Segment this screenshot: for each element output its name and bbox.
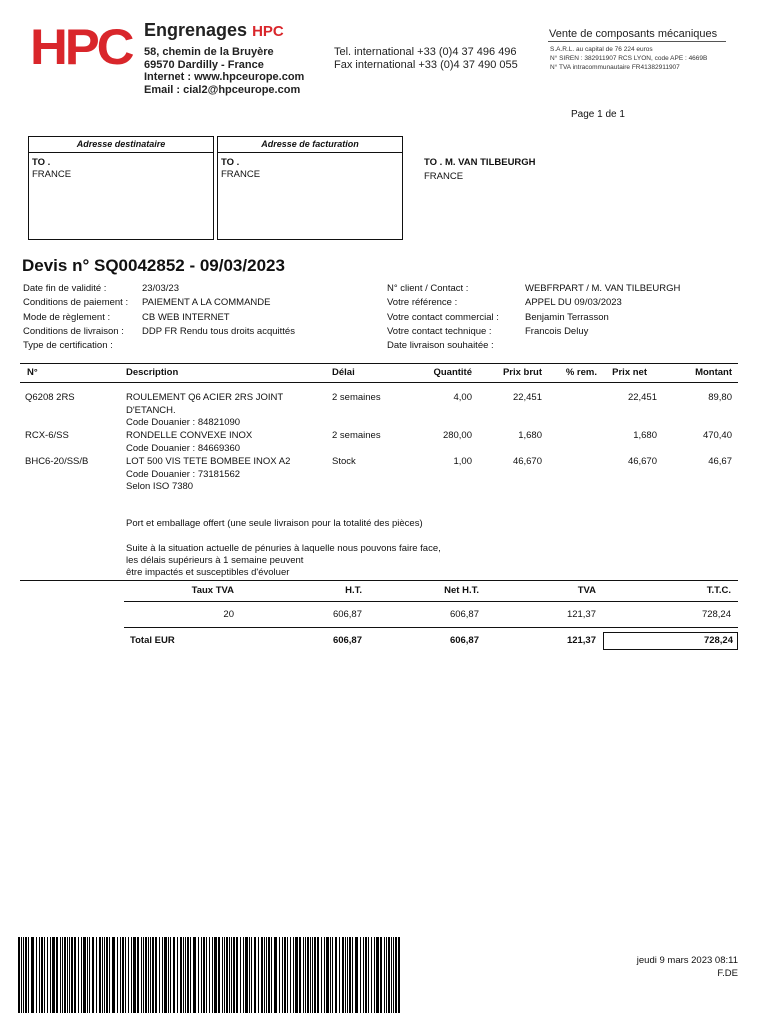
col-header-rem: % rem. — [565, 367, 597, 378]
col-header-net: Prix net — [612, 367, 647, 378]
box-title: Adresse de facturation — [218, 137, 402, 153]
row2-num: RCX-6/SS — [25, 430, 69, 441]
barcode-bar — [261, 937, 263, 1013]
row3-qte: 1,00 — [453, 456, 472, 467]
barcode-bar — [222, 937, 223, 1013]
note-line: être impactés et susceptibles d'évoluer — [126, 567, 290, 578]
barcode-bar — [41, 937, 43, 1013]
barcode-bar — [120, 937, 121, 1013]
barcode-bar — [170, 937, 171, 1013]
address-line: 58, chemin de la Bruyère — [144, 46, 274, 58]
barcode-bar — [339, 937, 340, 1013]
row1-net: 22,451 — [627, 392, 657, 403]
info-label: Votre référence : — [387, 297, 458, 309]
desc-line: ROULEMENT Q6 ACIER 2RS JOINT — [126, 392, 284, 403]
info-value: Benjamin Terrasson — [525, 311, 609, 323]
totals-top-rule — [20, 580, 738, 581]
barcode-bar — [64, 937, 66, 1013]
barcode-bar — [388, 937, 390, 1013]
company-address — [144, 46, 304, 96]
row2-qte: 280,00 — [442, 430, 472, 441]
barcode-bar — [23, 937, 24, 1013]
desc-line: Selon ISO 7380 — [126, 481, 194, 492]
barcode-bar — [218, 937, 220, 1013]
info-label: N° client / Contact : — [387, 283, 469, 294]
barcode-bar — [352, 937, 353, 1013]
barcode-bar — [143, 937, 144, 1013]
barcode-bar — [303, 937, 304, 1013]
desc-line: Code Douanier : 84821090 — [126, 417, 241, 428]
tot-taux: 20 — [223, 609, 234, 620]
barcode-bar — [31, 937, 34, 1013]
barcode-bar — [87, 937, 88, 1013]
row1-num: Q6208 2RS — [25, 392, 75, 403]
barcode-bar — [104, 937, 105, 1013]
info-value: APPEL DU 09/03/2023 — [525, 297, 622, 309]
barcode-bar — [137, 937, 139, 1013]
footer-code: F.DE — [717, 968, 738, 979]
barcode-bar — [83, 937, 86, 1013]
barcode-bar — [212, 937, 213, 1013]
col-header-brut: Prix brut — [502, 367, 542, 378]
barcode-bar — [162, 937, 163, 1013]
box-facturation — [217, 136, 403, 240]
barcode-bar — [279, 937, 280, 1013]
row1-qte: 4,00 — [453, 392, 472, 403]
info-label: Date fin de validité : — [23, 283, 107, 294]
barcode-bar — [28, 937, 29, 1013]
info-left — [23, 282, 363, 353]
barcode-bar — [312, 937, 313, 1013]
barcode-bar — [187, 937, 189, 1013]
desc-line: Code Douanier : 73181562 — [126, 468, 241, 480]
col-header-desc: Description — [126, 367, 179, 378]
barcode-bar — [299, 937, 301, 1013]
header-divider — [548, 41, 726, 42]
barcode-bar — [71, 937, 73, 1013]
brand-accent: HPC — [252, 23, 284, 40]
barcode-bar — [386, 937, 387, 1013]
barcode-bar — [164, 937, 167, 1013]
tot-header-tva: TVA — [577, 585, 596, 596]
devis-title: Devis n° SQ0042852 - 09/03/2023 — [22, 256, 285, 275]
barcode-bar — [112, 937, 115, 1013]
tot-tva: 121,37 — [566, 609, 596, 620]
barcode-bar — [214, 937, 217, 1013]
legal-info — [550, 45, 707, 72]
barcode-bar — [74, 937, 76, 1013]
tot-header-taux: Taux TVA — [191, 585, 234, 596]
total-label: Total EUR — [130, 635, 175, 646]
desc-line: RONDELLE CONVEXE INOX — [126, 430, 253, 441]
barcode-bar — [268, 937, 270, 1013]
row1-brut: 22,451 — [512, 392, 542, 403]
barcode-bar — [152, 937, 154, 1013]
info-value: PAIEMENT A LA COMMANDE — [142, 297, 271, 309]
desc-line: Code Douanier : 84669360 — [126, 442, 241, 454]
row2-brut: 1,680 — [518, 430, 542, 441]
info-right — [387, 282, 747, 353]
table-header-rule — [20, 382, 738, 383]
barcode-bar — [122, 937, 124, 1013]
barcode-bar — [60, 937, 61, 1013]
barcode-bar — [305, 937, 306, 1013]
barcode-bar — [206, 937, 207, 1013]
barcode-bar — [376, 937, 379, 1013]
barcode-bar — [282, 937, 283, 1013]
tot-header-ttc: T.T.C. — [706, 585, 731, 596]
desc-line: D'ETANCH. — [126, 404, 176, 416]
recipient-name: TO . M. VAN TILBEURGH — [424, 157, 536, 168]
barcode-bar — [332, 937, 333, 1013]
row3-num: BHC6-20/SS/B — [25, 456, 89, 467]
page-number: Page 1 de 1 — [571, 109, 625, 120]
barcode-bar — [177, 937, 178, 1013]
box-title: Adresse destinataire — [29, 137, 213, 153]
legal-line: N° TVA intracommunautaire FR41382911907 — [550, 64, 680, 71]
barcode-bar — [18, 937, 20, 1013]
barcode-bar — [360, 937, 361, 1013]
barcode-bar — [106, 937, 108, 1013]
legal-line: S.A.R.L. au capital de 76 224 euros — [550, 46, 653, 53]
barcode-bar — [335, 937, 337, 1013]
barcode-bar — [293, 937, 294, 1013]
brand-name — [144, 20, 284, 41]
barcode-bar — [321, 937, 322, 1013]
barcode-bar — [203, 937, 205, 1013]
hpc-logo: HPC — [30, 19, 132, 75]
tot-header-ht: H.T. — [345, 585, 362, 596]
row3-net: 46,670 — [627, 456, 657, 467]
barcode-bar — [159, 937, 160, 1013]
barcode-bar — [355, 937, 358, 1013]
tot-netht: 606,87 — [449, 609, 479, 620]
note-situation — [126, 543, 441, 579]
barcode-bar — [371, 937, 372, 1013]
legal-line: N° SIREN : 382911907 RCS LYON, code APE : 4669B — [550, 55, 708, 62]
info-value: 23/03/23 — [142, 283, 179, 294]
tel: Tel. international +33 (0)4 37 496 496 — [334, 46, 517, 58]
barcode-bar — [109, 937, 110, 1013]
barcode-bar — [287, 937, 288, 1013]
info-label: Mode de règlement : — [23, 311, 111, 323]
barcode-bar — [231, 937, 232, 1013]
address-line: Email : cial2@hpceurope.com — [144, 83, 301, 96]
barcode-bar — [190, 937, 191, 1013]
barcode-bar — [50, 937, 51, 1013]
row2-desc — [126, 430, 326, 455]
barcode-bar — [145, 937, 147, 1013]
row2-delai: 2 semaines — [332, 430, 381, 441]
barcode-bar — [81, 937, 82, 1013]
total-ht: 606,87 — [332, 635, 362, 646]
note-port: Port et emballage offert (une seule livraison pour la totalité des pièces) — [126, 518, 423, 529]
barcode-bar — [330, 937, 331, 1013]
barcode-bar — [39, 937, 40, 1013]
barcode-bar — [317, 937, 319, 1013]
barcode-bar — [295, 937, 298, 1013]
barcode-bar — [209, 937, 210, 1013]
barcode-bar — [21, 937, 22, 1013]
totals-row-rule — [124, 627, 738, 628]
barcode-bar — [52, 937, 55, 1013]
col-header-delai: Délai — [332, 367, 355, 378]
barcode-bar — [168, 937, 169, 1013]
barcode-bar — [193, 937, 196, 1013]
table-top-rule — [20, 363, 738, 364]
barcode-bar — [368, 937, 369, 1013]
barcode-bar — [271, 937, 272, 1013]
row2-net: 1,680 — [633, 430, 657, 441]
box-line: FRANCE — [221, 169, 261, 180]
barcode-bar — [345, 937, 346, 1013]
barcode-bar — [324, 937, 325, 1013]
barcode-bar — [141, 937, 142, 1013]
info-label: Type de certification : — [23, 340, 113, 352]
recipient-country: FRANCE — [424, 171, 464, 182]
barcode-bar — [180, 937, 182, 1013]
barcode-bar — [96, 937, 97, 1013]
total-tva: 121,37 — [566, 635, 596, 646]
barcode-bar — [128, 937, 129, 1013]
row3-desc — [126, 456, 326, 494]
note-line: les délais supérieurs à 1 semaine peuvent — [126, 555, 304, 566]
barcode-bar — [236, 937, 238, 1013]
tagline: Vente de composants mécaniques — [549, 28, 718, 40]
info-value: WEBFRPART / M. VAN TILBEURGH — [525, 283, 681, 294]
row1-desc — [126, 392, 326, 430]
barcode-bar — [374, 937, 375, 1013]
fax: Fax international +33 (0)4 37 490 055 — [334, 58, 518, 71]
barcode-bar — [363, 937, 364, 1013]
barcode-bar — [102, 937, 103, 1013]
barcode-bar — [380, 937, 382, 1013]
note-line: Suite à la situation actuelle de pénuries à laquelle nous pouvons faire face, — [126, 543, 441, 554]
barcode-bar — [395, 937, 397, 1013]
info-value: Francois Deluy — [525, 325, 589, 337]
row3-montant: 46,67 — [708, 456, 732, 467]
barcode-bar — [25, 937, 27, 1013]
barcode-bar — [274, 937, 277, 1013]
info-label: Votre contact technique : — [387, 325, 492, 337]
tot-ttc: 728,24 — [701, 609, 731, 620]
row2-montant: 470,40 — [702, 430, 732, 441]
barcode-bar — [117, 937, 118, 1013]
tot-header-netht: Net H.T. — [444, 585, 479, 596]
barcode-bar — [347, 937, 348, 1013]
row1-montant: 89,80 — [708, 392, 732, 403]
barcode-bar — [201, 937, 202, 1013]
barcode-bar — [264, 937, 265, 1013]
barcode-bar — [310, 937, 311, 1013]
barcode-bar — [393, 937, 394, 1013]
barcode-bar — [243, 937, 244, 1013]
barcode-bar — [290, 937, 291, 1013]
barcode-bar — [150, 937, 151, 1013]
col-header-qte: Quantité — [433, 367, 472, 378]
total-ttc-box — [603, 632, 738, 650]
barcode-bar — [198, 937, 199, 1013]
barcode-bar — [284, 937, 286, 1013]
barcode-bar — [78, 937, 79, 1013]
barcode — [18, 937, 406, 1013]
barcode-bar — [226, 937, 228, 1013]
info-label: Conditions de livraison : — [23, 325, 124, 337]
address-line: Internet : www.hpceurope.com — [144, 71, 305, 83]
info-label: Conditions de paiement : — [23, 297, 129, 309]
barcode-bar — [99, 937, 101, 1013]
footer-date: jeudi 9 mars 2023 08:11 — [636, 955, 738, 966]
desc-line: LOT 500 VIS TETE BOMBEE INOX A2 — [126, 456, 291, 467]
barcode-bar — [224, 937, 225, 1013]
barcode-bar — [62, 937, 63, 1013]
barcode-bar — [89, 937, 90, 1013]
row1-delai: 2 semaines — [332, 392, 381, 403]
barcode-bar — [125, 937, 126, 1013]
col-header-montant: Montant — [695, 367, 732, 378]
barcode-bar — [173, 937, 175, 1013]
barcode-bar — [349, 937, 351, 1013]
info-value: DDP FR Rendu tous droits acquittés — [142, 325, 295, 337]
row3-brut: 46,670 — [512, 456, 542, 467]
company-phones — [334, 46, 518, 71]
brand-label: Engrenages — [144, 20, 248, 40]
barcode-bar — [384, 937, 385, 1013]
address-line: 69570 Dardilly - France — [144, 58, 264, 71]
info-value: CB WEB INTERNET — [142, 311, 230, 323]
info-label: Date livraison souhaitée : — [387, 340, 494, 352]
barcode-bar — [342, 937, 344, 1013]
barcode-bar — [44, 937, 45, 1013]
barcode-bar — [254, 937, 256, 1013]
box-line: TO . — [221, 157, 240, 168]
box-line: FRANCE — [32, 169, 72, 180]
barcode-bar — [67, 937, 68, 1013]
barcode-bar — [185, 937, 186, 1013]
barcode-bar — [398, 937, 400, 1013]
total-ttc: 728,24 — [703, 635, 733, 646]
tot-ht: 606,87 — [332, 609, 362, 620]
barcode-bar — [36, 937, 37, 1013]
barcode-bar — [249, 937, 250, 1013]
barcode-bar — [56, 937, 58, 1013]
barcode-bar — [183, 937, 184, 1013]
barcode-bar — [133, 937, 136, 1013]
total-netht: 606,87 — [449, 635, 479, 646]
barcode-bar — [251, 937, 252, 1013]
barcode-bar — [47, 937, 48, 1013]
box-line: TO . — [32, 157, 51, 168]
barcode-bar — [155, 937, 157, 1013]
barcode-bar — [365, 937, 367, 1013]
row3-delai: Stock — [332, 456, 356, 467]
barcode-bar — [240, 937, 241, 1013]
barcode-bar — [131, 937, 132, 1013]
barcode-bar — [391, 937, 392, 1013]
barcode-bar — [229, 937, 230, 1013]
barcode-bar — [233, 937, 235, 1013]
barcode-bar — [92, 937, 94, 1013]
barcode-bar — [148, 937, 149, 1013]
barcode-bar — [307, 937, 309, 1013]
barcode-bar — [258, 937, 259, 1013]
barcode-bar — [326, 937, 329, 1013]
totals-header-rule — [124, 601, 738, 602]
col-header-num: N° — [27, 367, 38, 378]
box-destinataire — [28, 136, 214, 240]
barcode-bar — [245, 937, 248, 1013]
info-label: Votre contact commercial : — [387, 311, 499, 323]
barcode-bar — [314, 937, 316, 1013]
barcode-bar — [69, 937, 70, 1013]
barcode-bar — [266, 937, 267, 1013]
